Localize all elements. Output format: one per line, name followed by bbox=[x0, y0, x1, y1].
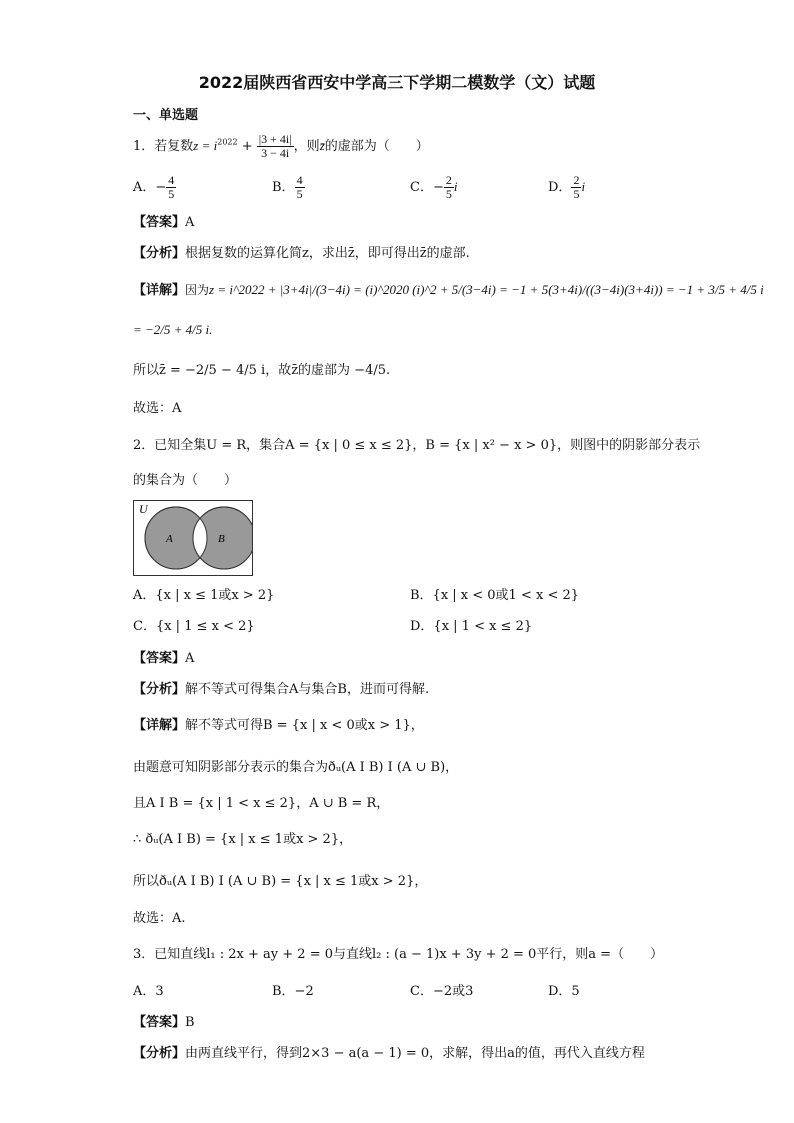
option-label: D． bbox=[548, 180, 572, 195]
q2-option-c[interactable]: C．{x | 1 ≤ x < 2} bbox=[133, 619, 255, 634]
q1-choose: 故选：A bbox=[133, 401, 182, 416]
answer-tag: 【答案】 bbox=[133, 651, 186, 666]
q1-zbar: z̄ bbox=[319, 138, 325, 153]
q3-analysis bbox=[133, 1045, 645, 1063]
page-title: 2022届陕西省西安中学高三下学期二模数学（文）试题 bbox=[198, 73, 596, 92]
venn-svg bbox=[134, 501, 252, 575]
answer-tag: 【答案】 bbox=[133, 1015, 186, 1030]
detail-tag: 【详解】 bbox=[133, 283, 186, 298]
detail-formula: z = i^2022 + |3+4i|/(3−4i) = (i)^2020 (i)^2 + 5/(3−4i) = −1 + 5(3+4i)/((3−4i)(3+4i)) = −1 + 3/5 + 4/5 i bbox=[209, 282, 764, 297]
venn-diagram bbox=[133, 500, 253, 576]
q1-detail-line2: = −2/5 + 4/5 i. bbox=[133, 322, 213, 337]
detail-text: 解不等式可得B = {x | x < 0或x > 1}， bbox=[185, 718, 424, 733]
answer-value: A bbox=[185, 651, 195, 666]
frac-den: 5 bbox=[168, 187, 175, 201]
venn-label-b: B bbox=[218, 533, 225, 545]
q2-answer bbox=[133, 650, 194, 668]
venn-label-u: U bbox=[139, 502, 148, 516]
frac-den: 5 bbox=[445, 187, 452, 201]
q2-detail-5: 所以ðᵤ(A I B) I (A ∪ B) = {x | x ≤ 1或x > 2}， bbox=[133, 874, 428, 889]
option-label: B． bbox=[272, 180, 295, 195]
venn-label-a: A bbox=[166, 533, 173, 545]
q1-frac-num: |3 + 4i| bbox=[258, 132, 292, 146]
answer-tag: 【答案】 bbox=[133, 215, 186, 230]
q2-detail-1 bbox=[133, 717, 424, 735]
frac-num: 2 bbox=[445, 173, 452, 187]
q2-option-b[interactable]: B．{x | x < 0或1 < x < 2} bbox=[410, 588, 580, 603]
q2-detail-3: 且A I B = {x | 1 < x ≤ 2}，A ∪ B = R， bbox=[133, 796, 390, 811]
q1-conclusion: 所以z̄ = −2/5 − 4/5 i，故z̄的虚部为 −4/5. bbox=[133, 363, 391, 378]
option-tail: i bbox=[453, 179, 458, 194]
q3-answer bbox=[133, 1014, 195, 1032]
frac-num: 2 bbox=[573, 173, 580, 187]
q2-option-d[interactable]: D．{x | 1 < x ≤ 2} bbox=[410, 619, 533, 634]
q2-option-a[interactable]: A．{x | x ≤ 1或x > 2} bbox=[133, 588, 275, 603]
q1-option-d[interactable] bbox=[548, 174, 585, 201]
frac-num: 4 bbox=[168, 173, 175, 187]
q2-stem-line2: 的集合为（ ） bbox=[133, 473, 238, 488]
frac-den: 5 bbox=[296, 187, 303, 201]
q1-option-a[interactable] bbox=[133, 174, 176, 201]
option-sign: − bbox=[155, 180, 167, 195]
option-sign: − bbox=[432, 180, 444, 195]
answer-value: B bbox=[185, 1015, 195, 1030]
q1-detail-line1 bbox=[133, 281, 764, 300]
analysis-text: 解不等式可得集合A与集合B，进而可得解. bbox=[185, 682, 430, 697]
analysis-text: 根据复数的运算化简z，求出z̄，即可得出z̄的虚部. bbox=[185, 246, 470, 261]
q1-stem: 1．若复数$z = i^{2022}$ + $\frac{|3 + 4i|}{3 - 4i}$ ，则z̄的虚部为（ ） bbox=[133, 132, 429, 160]
section-heading: 一、单选题 bbox=[133, 108, 199, 123]
q2-stem-line1: 2．已知全集U = R，集合A = {x | 0 ≤ x ≤ 2}，B = {x | x² − x > 0}，则图中的阴影部分表示 bbox=[133, 438, 701, 453]
q1-exponent: 2022 bbox=[217, 137, 238, 147]
option-fraction bbox=[444, 174, 454, 201]
q3-option-d[interactable]: D．5 bbox=[548, 984, 580, 999]
q1-fraction bbox=[257, 133, 294, 160]
q1-frac-den: 3 − 4i bbox=[261, 146, 290, 160]
detail-prefix: 因为 bbox=[185, 283, 210, 297]
q2-choose: 故选：A. bbox=[133, 911, 186, 926]
option-label: C． bbox=[410, 180, 433, 195]
analysis-text: 由两直线平行，得到2×3 − a(a − 1) = 0，求解，得出a的值，再代入直线方程 bbox=[185, 1046, 645, 1061]
option-fraction bbox=[166, 174, 176, 201]
frac-num: 4 bbox=[296, 173, 303, 187]
detail-tag: 【详解】 bbox=[133, 718, 186, 733]
q2-detail-4: ∴ ðᵤ(A I B) = {x | x ≤ 1或x > 2}， bbox=[133, 832, 353, 847]
q1-formula: z = i bbox=[193, 138, 218, 153]
q3-option-a[interactable]: A．3 bbox=[133, 984, 164, 999]
q2-analysis bbox=[133, 681, 429, 699]
option-fraction bbox=[571, 174, 581, 201]
option-tail: i bbox=[581, 179, 586, 194]
analysis-tag: 【分析】 bbox=[133, 1046, 186, 1061]
option-fraction bbox=[295, 174, 305, 201]
q1-option-c[interactable] bbox=[410, 174, 457, 201]
frac-den: 5 bbox=[573, 187, 580, 201]
analysis-tag: 【分析】 bbox=[133, 246, 186, 261]
option-label: A． bbox=[133, 180, 156, 195]
q1-option-b[interactable] bbox=[272, 174, 305, 201]
q3-stem: 3．已知直线l₁ : 2x + ay + 2 = 0与直线l₂ : (a − 1)x + 3y + 2 = 0平行，则a =（ ） bbox=[133, 947, 664, 962]
q1-analysis bbox=[133, 245, 470, 263]
answer-value: A bbox=[185, 215, 195, 230]
q1-answer bbox=[133, 214, 194, 232]
q1-stem-prefix: 1．若复数 bbox=[133, 139, 194, 154]
q2-detail-2: 由题意可知阴影部分表示的集合为ðᵤ(A I B) I (A ∪ B)， bbox=[133, 760, 459, 775]
analysis-tag: 【分析】 bbox=[133, 682, 186, 697]
q1-stem-end: 的虚部为（ ） bbox=[324, 139, 429, 154]
q3-option-c[interactable]: C．−2或3 bbox=[410, 984, 474, 999]
q3-option-b[interactable]: B．−2 bbox=[272, 984, 314, 999]
q1-stem-suffix: ，则 bbox=[293, 139, 320, 154]
